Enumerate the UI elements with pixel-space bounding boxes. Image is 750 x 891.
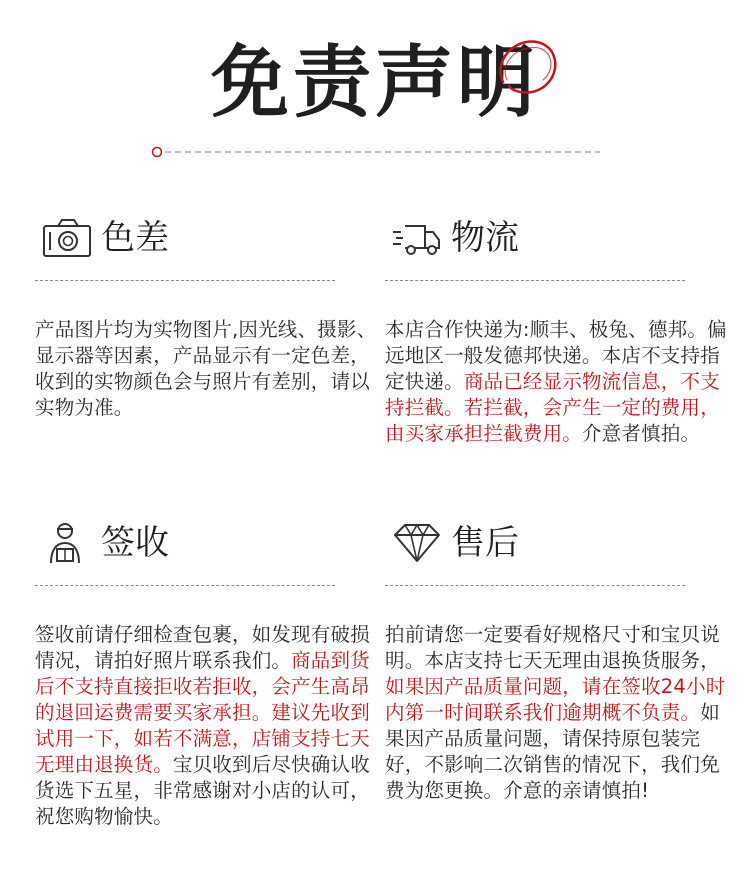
section-header	[35, 515, 380, 571]
body-highlight-text: 商品已经显示物流信息，不支持拦截。若拦截，会产生一定的费用，由买家承担拦截费用。	[385, 370, 720, 445]
section-header	[385, 515, 730, 571]
section-header	[35, 210, 380, 266]
body-tail-text: 介意者慎拍。	[582, 422, 701, 445]
title-divider	[150, 146, 600, 158]
section-after-sales	[385, 515, 730, 804]
section-header	[385, 210, 730, 266]
courier-package-icon	[41, 521, 93, 565]
section-body	[385, 622, 730, 804]
section-color-difference	[35, 210, 380, 421]
body-tail-text: 宝贝收到后尽快确认收货选下五星，非常感谢对小店的认可，祝您购物愉快。	[35, 753, 370, 828]
section-body	[385, 317, 730, 447]
section-heading: 物流	[451, 218, 519, 258]
body-highlight-text: 商品到货后不支持直接拒收若拒收，会产生高昂的退回运费需要买家承担。建议先收到试用一下，如若不满意，店铺支持七天无理由退换货。	[35, 649, 370, 776]
body-normal-text: 产品图片均为实物图片,因光线、摄影、显示器等因素，产品显示有一定色差，收到的实物颜色会与照片有差别，请以实物为准。	[35, 318, 377, 419]
section-divider	[35, 585, 335, 586]
body-normal-text: 拍前请您一定要看好规格尺寸和宝贝说明。本店支持七天无理由退换货服务，	[385, 623, 720, 672]
page-title: 免责声明	[210, 37, 539, 128]
body-highlight-text: 如果因产品质量问题，请在签收24小时内第一时间联系我们逾期概不负责。	[385, 675, 726, 724]
section-body	[35, 622, 380, 830]
section-divider	[35, 280, 335, 281]
diamond-icon	[391, 521, 443, 565]
section-heading: 色差	[101, 218, 169, 258]
section-divider	[385, 585, 685, 586]
body-tail-text: 如果因产品质量问题，请保持原包装完好，不影响二次销售的情况下，我们免费为您更换。介意的亲请慎拍!	[385, 701, 720, 802]
body-normal-text: 本店合作快递为:顺丰、极兔、德邦。偏远地区一般发德邦快递。本店不支持指定快递。	[385, 318, 727, 393]
camera-icon	[41, 216, 93, 260]
section-receipt	[35, 515, 380, 830]
section-logistics	[385, 210, 730, 447]
delivery-truck-icon	[391, 216, 443, 260]
section-divider	[385, 280, 685, 281]
section-heading: 售后	[451, 523, 519, 563]
brush-circle-decoration	[485, 30, 565, 110]
section-body	[35, 317, 380, 421]
body-normal-text: 签收前请仔细检查包裹，如发现有破损情况，请拍好照片联系我们。	[35, 623, 370, 672]
section-heading: 签收	[101, 523, 169, 563]
